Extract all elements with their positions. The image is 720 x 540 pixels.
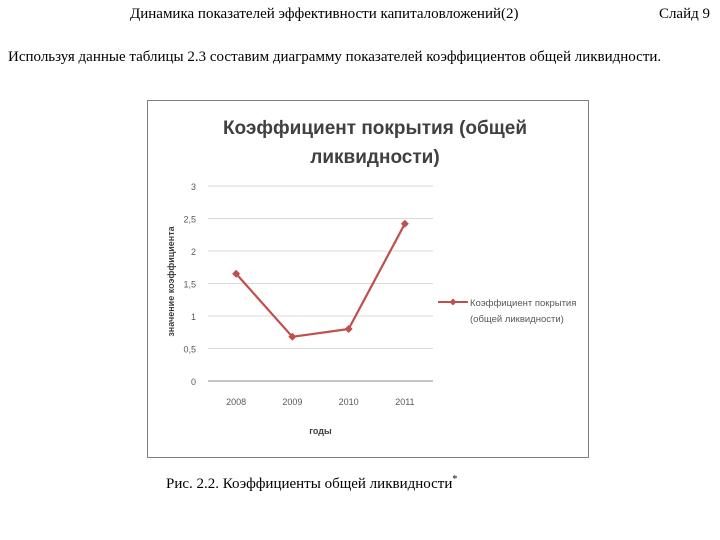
y-tick-label: 0 [190,377,196,387]
intro-paragraph: Используя данные таблицы 2.3 составим диаграмму показателей коэффициентов общей ликвидности. [8,49,662,65]
x-axis-title: годы [309,426,332,436]
y-tick-label: 0,5 [183,344,196,355]
legend-marker [450,299,457,306]
chart-title: Коэффициент покрытия (общей [222,118,528,139]
slide-number: Слайд 9 [658,6,710,22]
chart-container [147,100,589,458]
y-tick-label: 2 [190,247,196,257]
caption-footnote-mark: * [452,474,458,485]
figure-caption [166,474,457,493]
series-line [236,224,405,337]
legend-label: Коэффициент покрытия [470,298,577,309]
y-tick-label: 3 [190,182,196,192]
y-tick-label: 1,5 [183,279,196,290]
data-point-marker [401,220,409,228]
caption-text: Рис. 2.2. Коэффициенты общей ликвидности [166,476,453,492]
line-chart [148,101,590,459]
slide-header-title: Динамика показателей эффективности капиталовложений(2) [130,6,519,22]
x-tick-label: 2008 [226,397,247,407]
y-tick-label: 1 [190,312,196,322]
legend-label: (общей ликвидности) [470,314,564,325]
y-tick-label: 2,5 [183,214,196,225]
chart-title: ликвидности) [310,147,440,168]
y-axis-title: значение коэффициента [166,226,176,337]
x-tick-label: 2011 [395,397,415,407]
x-tick-label: 2010 [338,397,359,407]
x-tick-label: 2009 [282,397,303,407]
data-point-marker [345,325,353,333]
